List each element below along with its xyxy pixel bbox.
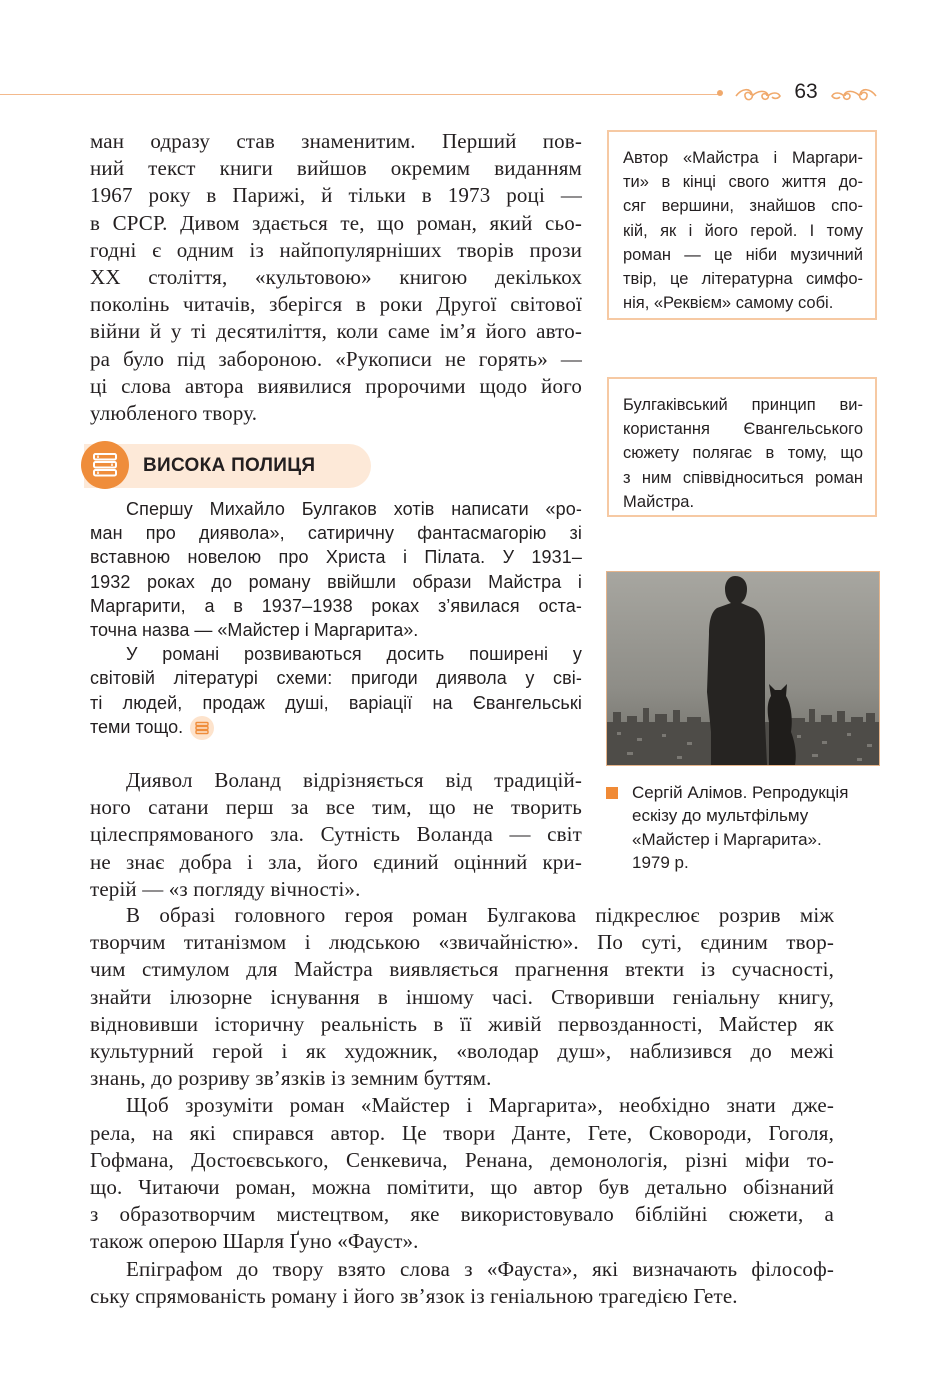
text-line: чим стимулом для Майстра виявляється прагнення втекти із сучасності, xyxy=(90,957,834,982)
paragraph xyxy=(90,1256,834,1310)
text-line: У романі розвиваються досить поширені у xyxy=(126,644,582,665)
caption-line: «Майстер і Маргарита». xyxy=(632,829,822,849)
text-line: ті людей, продаж душі, варіації на Євангельські xyxy=(90,692,582,713)
note-line: твір, це літературна симфо- xyxy=(623,270,863,289)
note-line: Майстра. xyxy=(623,492,695,511)
text-line: ра було під забороною. «Рукописи не горять» — xyxy=(90,346,582,371)
text-line: війни й у ті десятиліття, коли саме ім’я його авто- xyxy=(90,319,582,344)
text-line: улюбленого твору. xyxy=(90,401,258,426)
text-line: поколінь читачів, зберігся в роки Другої світової xyxy=(90,292,582,317)
text-line: також оперою Шарля Ґуно «Фауст». xyxy=(90,1229,419,1254)
ornament-right-icon xyxy=(830,84,878,106)
caption-line: Сергій Алімов. Репродукція xyxy=(632,783,849,802)
text-line: XX століття, «культовою» книгою декількох xyxy=(90,265,582,290)
text-line: терій — «з погляду вічності». xyxy=(90,876,361,901)
header-rule-dot xyxy=(717,90,723,96)
bookshelf-end-icon xyxy=(189,715,215,741)
text-line: ці слова автора виявилися пророчими щодо його xyxy=(90,373,582,398)
section-title: ВИСОКА ПОЛИЦЯ xyxy=(143,455,316,476)
note-line: користання Євангельського xyxy=(623,420,863,439)
page-number: 63 xyxy=(794,80,818,103)
text-line: в СРСР. Дивом здається те, що роман, який сьо- xyxy=(90,210,582,235)
text-line: відновивши історичну реальність в її живій первозданності, Майстер як xyxy=(90,1011,834,1036)
sidebar-note-2 xyxy=(607,377,877,517)
text-line: ного сатани перш за все тим, що не творить xyxy=(90,795,582,820)
caption-line: ескізу до мультфільму xyxy=(632,806,809,826)
note-line: роман — це ніби музичний xyxy=(623,245,863,264)
section-icon-circle xyxy=(81,441,129,489)
text-line: Епіграфом до твору взято слова з «Фауста», які визначають філософ- xyxy=(126,1256,834,1281)
text-line xyxy=(90,715,582,741)
paragraph xyxy=(90,1092,834,1255)
note-line: сюжету полягає в тому, що xyxy=(623,444,863,463)
text-line: ман про диявола», сатиричну фантасмагорію зі xyxy=(90,523,582,544)
text-line: вставною новелою про Христа і Пілата. У 1931– xyxy=(90,547,582,568)
caption-line: 1979 р. xyxy=(632,853,689,873)
text-line: культурний герой і як художник, «володар душ», наблизився до межі xyxy=(90,1039,834,1064)
text-line-end: теми тощо. xyxy=(90,716,184,737)
illustration-caption xyxy=(632,781,872,875)
main-body xyxy=(90,902,834,1310)
ornament-left-icon xyxy=(734,84,782,106)
text-line: Спершу Михайло Булгаков хотів написати «ро- xyxy=(126,499,582,519)
text-line: ську спрямованість роману і його зв’язок із геніальною трагедією Гете. xyxy=(90,1283,738,1308)
text-line: світовій літературі схеми: пригоди диявола у сві- xyxy=(90,668,582,689)
text-line: точна назва — «Майстер і Маргарита». xyxy=(90,620,419,641)
text-line: 1967 року в Парижі, й тільки в 1973 році — xyxy=(90,183,582,208)
text-line: творчим титанізмом і людською «звичайністю». По суті, єдиним твор- xyxy=(90,930,834,955)
note-line: з ним співвідноситься роман xyxy=(623,468,863,487)
text-line: Маргарити, а в 1937–1938 роках з’явилася оста- xyxy=(90,595,582,616)
text-line: не знає добра і зла, його єдиний оцінний кри- xyxy=(90,849,582,874)
text-line: годні є одним із найпопулярніших творів прози xyxy=(90,237,582,262)
text-line: В образі головного героя роман Булгакова підкреслює розрив між xyxy=(126,903,834,927)
header-rule xyxy=(0,94,722,95)
text-line: знайти ілюзорне існування в іншому часі. Створивши геніальну книгу, xyxy=(90,984,834,1009)
text-line: знань, до розриву зв’язків із земним буттям. xyxy=(90,1066,492,1091)
note-line: сяг вершини, знайшов спо- xyxy=(623,197,863,216)
intro-paragraph xyxy=(90,128,582,427)
text-line: 1932 роках до роману ввійшли образи Майстра і xyxy=(90,571,582,592)
note-line: ти» в кінці свого життя до- xyxy=(623,173,863,192)
text-line: рела, на які спирався автор. Це твори Данте, Гете, Сковороди, Гоголя, xyxy=(90,1120,834,1145)
man-and-cat-silhouette xyxy=(607,572,879,765)
note-line: кій, як і його герой. І тому xyxy=(623,221,863,240)
text-line: з образотворчим мистецтвом, яке використовувало біблійні сюжети, а xyxy=(90,1202,834,1227)
text-line: Гофмана, Достоєвського, Сенкевича, Ренана, демонологія, різні міфи то- xyxy=(90,1147,834,1172)
paragraph xyxy=(90,902,834,1092)
text-line: цілеспрямованого зла. Сутність Воланда — світ xyxy=(90,822,582,847)
text-line: що. Читаючи роман, можна помітити, що автор був детально обізнаний xyxy=(90,1175,834,1200)
text-line: ний текст книги вийшов окремим виданням xyxy=(90,156,582,181)
illustration-image xyxy=(606,571,880,766)
note-line: Автор «Майстра і Маргари- xyxy=(623,149,863,167)
bookshelf-icon xyxy=(81,441,129,489)
text-line: Щоб зрозуміти роман «Майстер і Маргарита», необхідно знати дже- xyxy=(126,1093,834,1118)
text-line: ман одразу став знаменитим. Перший пов- xyxy=(90,129,582,153)
note-line: Булгаківський принцип ви- xyxy=(623,396,863,414)
sidebar-note-1 xyxy=(607,130,877,320)
shelf-text xyxy=(90,497,582,741)
voland-paragraph xyxy=(90,767,582,903)
note-line: нія, «Реквієм» самому собі. xyxy=(623,294,834,313)
caption-marker xyxy=(606,787,618,799)
text-line: Диявол Воланд відрізняється від традицій- xyxy=(126,768,582,792)
